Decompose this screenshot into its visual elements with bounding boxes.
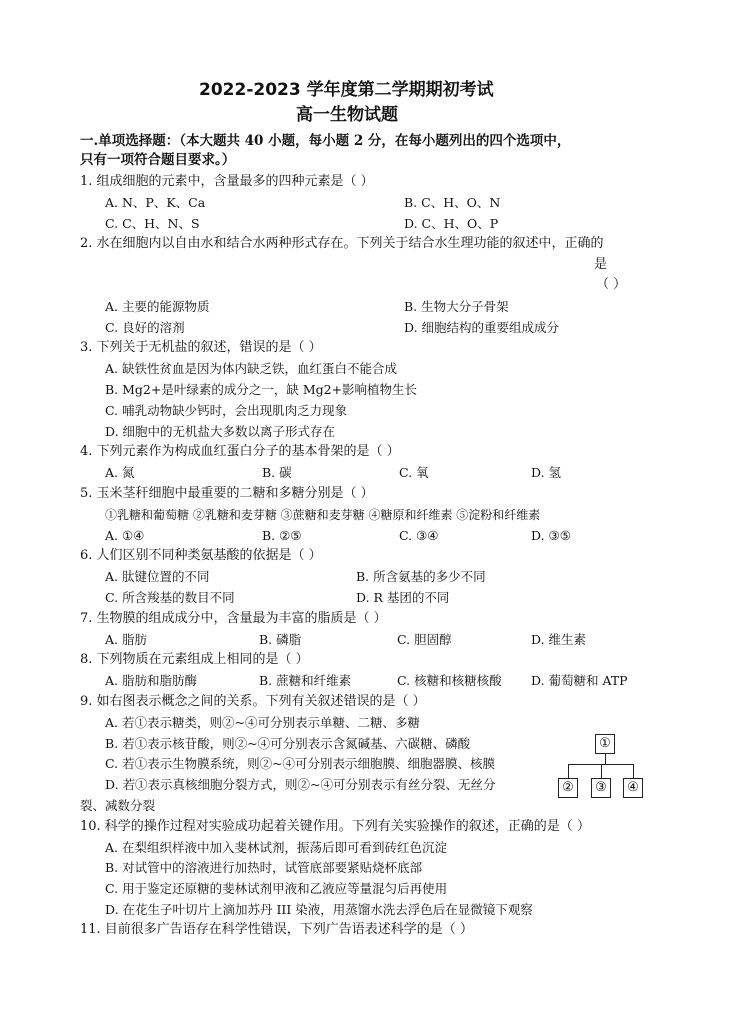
question-1-option-a: A. N、P、K、Ca — [105, 195, 206, 210]
question-6-option-b: B. 所含氨基的多少不同 — [356, 569, 486, 584]
question-1-option-c: C. C、H、N、S — [105, 216, 200, 231]
question-3-stem: 3. 下列关于无机盐的叙述，错误的是（ ） — [80, 340, 322, 355]
question-2-stem: 2. 水在细胞内以自由水和结合水两种形式存在。下列关于结合水生理功能的叙述中，正确的 — [80, 236, 604, 251]
question-1-stem: 1. 组成细胞的元素中，含量最多的四种元素是（ ） — [80, 174, 374, 189]
diagram-box-4: ④ — [623, 778, 643, 798]
question-7-option-b: B. 磷脂 — [259, 632, 302, 647]
exam-subject: 高一生物试题 — [296, 105, 398, 125]
question-5-option-d: D. ③⑤ — [531, 528, 571, 543]
question-9-option-d-line2: 裂、减数分裂 — [80, 798, 156, 813]
question-8-option-a: A. 脂肪和脂肪酶 — [105, 673, 197, 688]
question-10-option-b: B. 对试管中的溶液进行加热时，试管底部要紧贴烧杯底部 — [105, 860, 423, 875]
question-5-option-a: A. ①④ — [105, 528, 145, 543]
diagram-box-2: ② — [558, 778, 578, 798]
question-5-items: ①乳糖和葡萄糖 ②乳糖和麦芽糖 ③蔗糖和麦芽糖 ④糖原和纤维素 ⑤淀粉和纤维素 — [105, 508, 541, 522]
question-3-option-a: A. 缺铁性贫血是因为体内缺乏铁，血红蛋白不能合成 — [105, 361, 397, 376]
question-2-option-a: A. 主要的能源物质 — [105, 299, 210, 314]
section-heading-line1: 一.单项选择题：（本大题共 40 小题，每小题 2 分，在每小题列出的四个选项中， — [80, 133, 571, 149]
diagram-connector-right — [633, 764, 634, 778]
diagram-connector-mid — [601, 764, 602, 778]
question-9-option-c: C. 若①表示生物膜系统，则②~④可分别表示细胞膜、细胞器膜、核膜 — [105, 756, 496, 771]
question-8-stem: 8. 下列物质在元素组成上相同的是（ ） — [80, 652, 309, 667]
question-6-option-a: A. 肽键位置的不同 — [105, 569, 210, 584]
question-7-option-a: A. 脂肪 — [105, 632, 147, 647]
question-2-option-c: C. 良好的溶剂 — [105, 320, 185, 335]
question-10-option-d: D. 在花生子叶切片上滴加苏丹 III 染液，用蒸馏水洗去浮色后在显微镜下观察 — [105, 902, 533, 917]
question-10-stem: 10. 科学的操作过程对实验成功起着关键作用。下列有关实验操作的叙述，正确的是（ ） — [80, 819, 590, 834]
question-4-option-c: C. 氧 — [399, 465, 429, 480]
question-8-option-c: C. 核糖和核糖核酸 — [397, 673, 502, 688]
question-7-option-d: D. 维生素 — [531, 632, 587, 647]
diagram-box-1: ① — [595, 734, 615, 754]
question-3-option-d: D. 细胞中的无机盐大多数以离子形式存在 — [105, 424, 336, 439]
question-10-option-a: A. 在梨组织样液中加入斐林试剂，振荡后即可看到砖红色沉淀 — [105, 840, 447, 855]
question-9-stem: 9. 如右图表示概念之间的关系。下列有关叙述错误的是（ ） — [80, 694, 426, 709]
question-9-option-d-line1: D. 若①表示真核细胞分裂方式，则②~④可分别表示有丝分裂、无丝分 — [105, 777, 496, 792]
question-5-stem: 5. 玉米茎秆细胞中最重要的二糖和多糖分别是（ ） — [80, 486, 374, 501]
question-9-option-b: B. 若①表示核苷酸，则②~④可分别表示含氮碱基、六碳糖、磷酸 — [105, 736, 471, 751]
section-heading-line2: 只有一项符合题目要求。） — [80, 152, 236, 168]
question-6-option-d: D. R 基团的不同 — [356, 590, 450, 605]
question-2-stem-end: 是 — [594, 257, 608, 272]
question-8-option-b: B. 蔗糖和纤维素 — [259, 673, 352, 688]
question-2-option-d: D. 细胞结构的重要组成成分 — [404, 320, 560, 335]
diagram-connector-top — [605, 754, 606, 764]
question-3-option-b: B. Mg2+是叶绿素的成分之一，缺 Mg2+影响植物生长 — [105, 382, 418, 397]
question-5-option-c: C. ③④ — [399, 528, 439, 543]
diagram-box-3: ③ — [591, 778, 611, 798]
question-2-option-b: B. 生物大分子骨架 — [404, 299, 509, 314]
question-2-answer-paren: （ ） — [596, 277, 627, 292]
question-6-option-c: C. 所含羧基的数目不同 — [105, 590, 235, 605]
question-4-option-a: A. 氮 — [105, 465, 135, 480]
question-4-option-b: B. 碳 — [262, 465, 292, 480]
question-1-option-b: B. C、H、O、N — [404, 195, 501, 210]
exam-title: 2022-2023 学年度第二学期期初考试 — [199, 80, 494, 100]
diagram-connector-left — [568, 764, 569, 778]
question-8-option-d: D. 葡萄糖和 ATP — [531, 673, 628, 688]
question-9-option-a: A. 若①表示糖类，则②~④可分别表示单糖、二糖、多糖 — [105, 715, 420, 730]
question-5-option-b: B. ②⑤ — [262, 528, 302, 543]
question-6-stem: 6. 人们区别不同种类氨基酸的依据是（ ） — [80, 548, 322, 563]
question-7-option-c: C. 胆固醇 — [397, 632, 452, 647]
question-4-stem: 4. 下列元素作为构成血红蛋白分子的基本骨架的是（ ） — [80, 444, 400, 459]
question-10-option-c: C. 用于鉴定还原糖的斐林试剂甲液和乙液应等量混匀后再使用 — [105, 881, 448, 896]
question-1-option-d: D. C、H、O、P — [404, 216, 499, 231]
question-3-option-c: C. 哺乳动物缺少钙时，会出现肌肉乏力现象 — [105, 403, 348, 418]
question-4-option-d: D. 氢 — [531, 465, 562, 480]
question-11-stem: 11. 目前很多广告语存在科学性错误，下列广告语表述科学的是（ ） — [80, 922, 473, 937]
question-7-stem: 7. 生物膜的组成成分中，含量最为丰富的脂质是（ ） — [80, 611, 387, 626]
